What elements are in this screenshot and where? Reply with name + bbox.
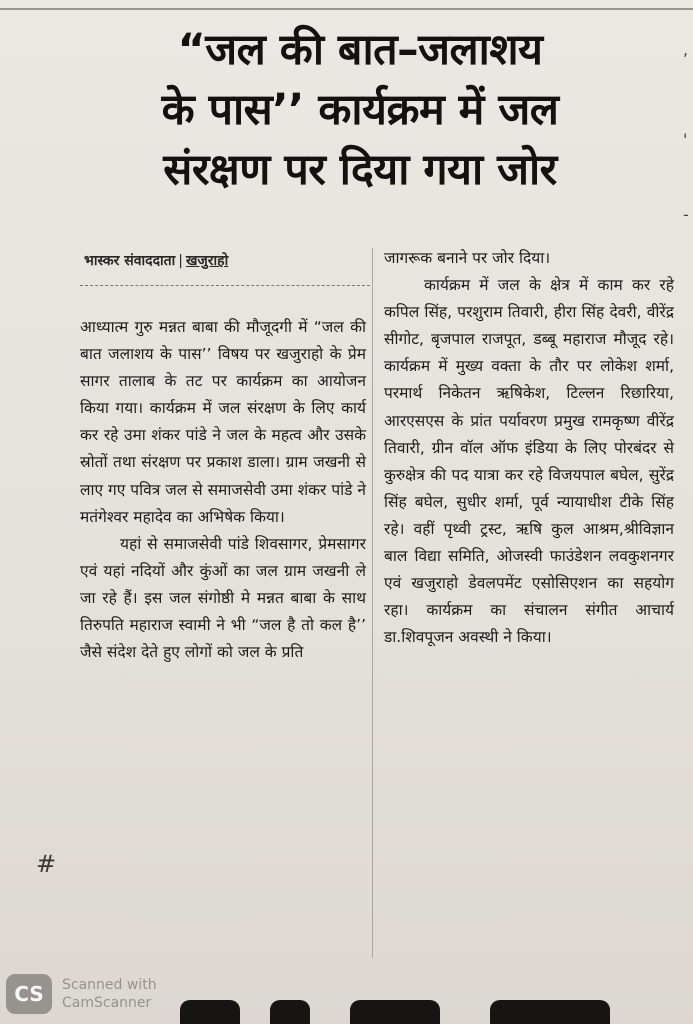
left-paragraph-2: यहां से समाजसेवी पांडे शिवसागर, प्रेमसागर एवं यहां नदियों और कुंओं का जल ग्राम जखनी ले जा रहे हैं। इस जल संगोष्ठी मे मन्नत बाबा के साथ तिरुपति महाराज स्वामी ने भी “जल है तो कल है’’ जैसे संदेश देते हुए लोगों को जल के प्रति xyxy=(80,534,366,662)
byline xyxy=(84,251,374,270)
margin-hash-mark: # xyxy=(36,850,57,878)
right-paragraph-2: कार्यक्रम में जल के क्षेत्र में काम कर रहे कपिल सिंह, परशुराम तिवारी, हीरा सिंह देवरी, वीरेंद्र सीगोट, बृजपाल राजपूत, डब्बू महाराज मौजूद रहे। कार्यक्रम में मुख्य वक्ता के तौर पर लोकेश शर्मा, परमार्थ निकेतन ऋषिकेश, टिल्लन रिछारिया, आरएसएस के प्रांत पर्यावरण प्रमुख रामकृष्ण वीरेंद्र तिवारी, ग्रीन वॉल ऑफ इंडिया के लिए पोरबंदर से कुरुक्षेत्र की पद यात्रा कर रहे विजयपाल बघेल, सुरेंद्र सिंह बघेल, सुधीर शर्मा, पूर्व न्यायाधीश टीके सिंह रहे। वहीं पृथ्वी ट्रस्ट, ऋषि कुल आश्रम,श्रीविज्ञान बाल विद्या समिति, ओजस्वी फाउंडेशन लवकुशनगर एवं खजुराहो डेवलपमेंट एसोसिएशन का सहयोग रहा। कार्यक्रम का संचालन संगीत आचार्य डा.शिवपूजन अवस्थी ने किया। xyxy=(384,276,674,647)
right-paragraph-1: जागरूक बनाने पर जोर दिया। xyxy=(384,249,551,267)
column-divider xyxy=(372,248,373,958)
headline-fragment-4 xyxy=(490,1000,610,1024)
left-paragraph-1: आध्यात्म गुरु मन्नत बाबा की मौजूदगी में “जल की बात जलाशय के पास’’ विषय पर खजुराहो के प्रेम सागर तालाब के तट पर कार्यक्रम का आयोजन किया गया। कार्यक्रम में जल संरक्षण के लिए कार्य कर रहे उमा शंकर पांडे ने जल के महत्व और उसके स्रोतों तथा संरक्षण पर प्रकाश डाला। ग्राम जखनी से लाए गए पवित्र जल से समाजसेवी उमा शंकर पांडे ने मतंगेश्वर महादेव का अभिषेक किया। xyxy=(80,318,366,526)
headline xyxy=(60,20,660,200)
camscanner-watermark xyxy=(6,972,206,1020)
edge-mark-3: ' xyxy=(683,130,688,149)
edge-mark-2: - xyxy=(683,205,689,224)
watermark-line-2: CamScanner xyxy=(62,995,152,1011)
camscanner-logo-icon: CS xyxy=(6,974,52,1014)
headline-fragment-2 xyxy=(270,1000,310,1024)
camscanner-text xyxy=(62,976,212,1012)
headline-line-3: संरक्षण पर दिया गया जोर xyxy=(163,145,557,195)
byline-reporter: भास्कर संवाददाता xyxy=(84,253,176,269)
headline-fragment-3 xyxy=(350,1000,440,1024)
byline-divider xyxy=(80,285,370,286)
headline-line-1: “जल की बात–जलाशय xyxy=(177,25,543,75)
watermark-line-1: Scanned with xyxy=(62,977,157,993)
next-article-headline-fragment xyxy=(160,990,660,1024)
top-rule xyxy=(0,8,693,10)
edge-mark-1: , xyxy=(683,40,689,59)
article-column-right xyxy=(384,245,674,651)
article-column-left xyxy=(80,314,366,666)
byline-separator: | xyxy=(178,253,183,269)
byline-place: खजुराहो xyxy=(185,253,229,269)
headline-line-2: के पास’’ कार्यक्रम में जल xyxy=(161,85,559,135)
